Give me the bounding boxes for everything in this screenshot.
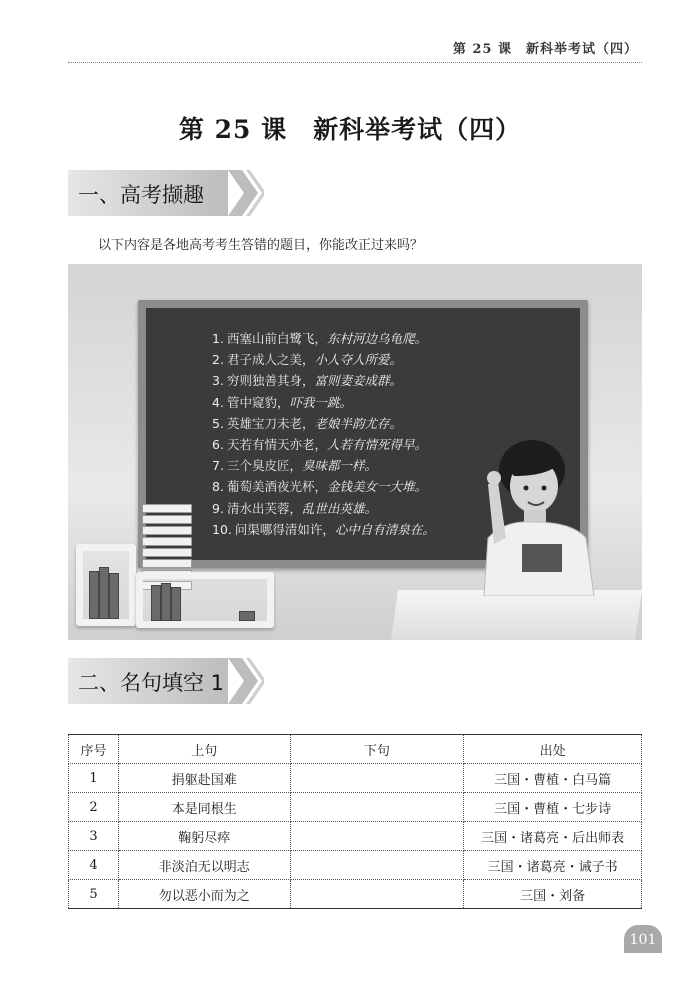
cell-no: 1: [69, 764, 119, 793]
cell-no: 3: [69, 822, 119, 851]
blackboard-line: [212, 370, 435, 391]
cell-source: 三国・曹植・七步诗: [464, 793, 642, 822]
running-header: 第 25 课 新科举考试（四）: [452, 42, 638, 57]
famous-lines-table: [68, 734, 642, 909]
section-heading-1: [68, 170, 228, 216]
section-heading-2: [68, 658, 228, 704]
cell-lower[interactable]: [290, 793, 464, 822]
blackboard-line-no: 4.: [212, 394, 224, 410]
blackboard-line: [212, 392, 435, 413]
blackboard-line-no: 3.: [212, 373, 224, 389]
table-row: [69, 880, 642, 909]
blackboard-line-prompt: 天若有情天亦老，: [226, 436, 327, 452]
cell-source: 三国・刘备: [464, 880, 642, 909]
cell-no: 2: [69, 793, 119, 822]
blackboard-line-prompt: 穷则独善其身，: [226, 373, 315, 389]
header-divider: [68, 62, 642, 63]
blackboard-line-no: 8.: [212, 479, 224, 495]
cell-lower[interactable]: [290, 851, 464, 880]
cell-source: 三国・曹植・白马篇: [464, 764, 642, 793]
blackboard-list: [212, 328, 435, 540]
header-lower: 下句: [290, 735, 464, 764]
cell-upper: 非淡泊无以明志: [118, 851, 290, 880]
blackboard-line: [212, 328, 435, 349]
table-row: [69, 793, 642, 822]
blackboard-line-answer: 老娘半韵尤存。: [314, 415, 402, 431]
blackboard-line-answer: 臭味都一样。: [301, 458, 377, 474]
page-number: 101: [624, 925, 662, 953]
blackboard-line-answer: 人若有情死得早。: [326, 436, 427, 452]
cell-upper: 捐躯赴国难: [118, 764, 290, 793]
cell-upper: 勿以恶小而为之: [118, 880, 290, 909]
cell-lower[interactable]: [290, 880, 464, 909]
blackboard-line-prompt: 英雄宝刀未老，: [226, 415, 315, 431]
student-figure: [454, 426, 604, 596]
blackboard-line-answer: 东村河边乌龟爬。: [326, 331, 427, 346]
chevron-arrows-icon: [228, 658, 264, 704]
cell-lower[interactable]: [290, 822, 464, 851]
blackboard-line: [212, 498, 435, 519]
header-upper: 上句: [118, 735, 290, 764]
blackboard-line-answer: 心中自有清泉在。: [334, 521, 435, 537]
blackboard-line-prompt: 管中窥豹，: [226, 394, 290, 410]
blackboard-line-answer: 金钱美女一大堆。: [326, 479, 427, 495]
blackboard-line-no: 2.: [212, 352, 224, 368]
blackboard-line-no: 10.: [212, 521, 232, 537]
blackboard-line-no: 9.: [212, 500, 224, 516]
cell-source: 三国・诸葛亮・诫子书: [464, 851, 642, 880]
shelf-right: [136, 572, 274, 628]
section-heading-1-label: 一、高考撷趣: [78, 183, 204, 207]
table-row: [69, 851, 642, 880]
blackboard-line-no: 1.: [212, 331, 224, 346]
table-row: [69, 822, 642, 851]
blackboard-line: [212, 413, 435, 434]
table-row: [69, 764, 642, 793]
blackboard-line-no: 7.: [212, 458, 224, 474]
cell-no: 4: [69, 851, 119, 880]
blackboard-line-prompt: 西塞山前白鹭飞，: [226, 331, 327, 346]
cell-lower[interactable]: [290, 764, 464, 793]
blackboard-line-prompt: 问渠哪得清如许，: [234, 521, 335, 537]
blackboard-line-no: 6.: [212, 436, 224, 452]
header-source: 出处: [464, 735, 642, 764]
blackboard-line: [212, 476, 435, 497]
cell-upper: 鞠躬尽瘁: [118, 822, 290, 851]
blackboard-line: [212, 434, 435, 455]
section-heading-2-label: 二、名句填空 1: [78, 671, 225, 695]
cell-upper: 本是同根生: [118, 793, 290, 822]
blackboard-line-answer: 小人夺人所爱。: [314, 352, 402, 368]
chevron-arrows-icon: [228, 170, 264, 216]
cell-source: 三国・诸葛亮・后出师表: [464, 822, 642, 851]
blackboard-line-prompt: 清水出芙蓉，: [226, 500, 302, 516]
blackboard-line: [212, 349, 435, 370]
blackboard-line-prompt: 三个臭皮匠，: [226, 458, 302, 474]
lesson-title: 第 25 课 新科举考试（四）: [178, 115, 522, 144]
header-no: 序号: [69, 735, 119, 764]
blackboard-line-prompt: 君子成人之美，: [226, 352, 315, 368]
blackboard-line-answer: 富则妻妾成群。: [314, 373, 402, 389]
shelf-left: [76, 544, 136, 626]
cell-no: 5: [69, 880, 119, 909]
blackboard-line: [212, 455, 435, 476]
desk: [390, 590, 642, 640]
blackboard-illustration: [68, 264, 642, 640]
blackboard-line-answer: 吓我一跳。: [289, 394, 352, 410]
blackboard-line: [212, 519, 435, 540]
blackboard-line-answer: 乱世出英雄。: [301, 500, 377, 516]
intro-text: 以下内容是各地高考考生答错的题目，你能改正过来吗？: [98, 238, 424, 253]
blackboard-line-prompt: 葡萄美酒夜光杯，: [226, 479, 327, 495]
blackboard-line-no: 5.: [212, 415, 224, 431]
